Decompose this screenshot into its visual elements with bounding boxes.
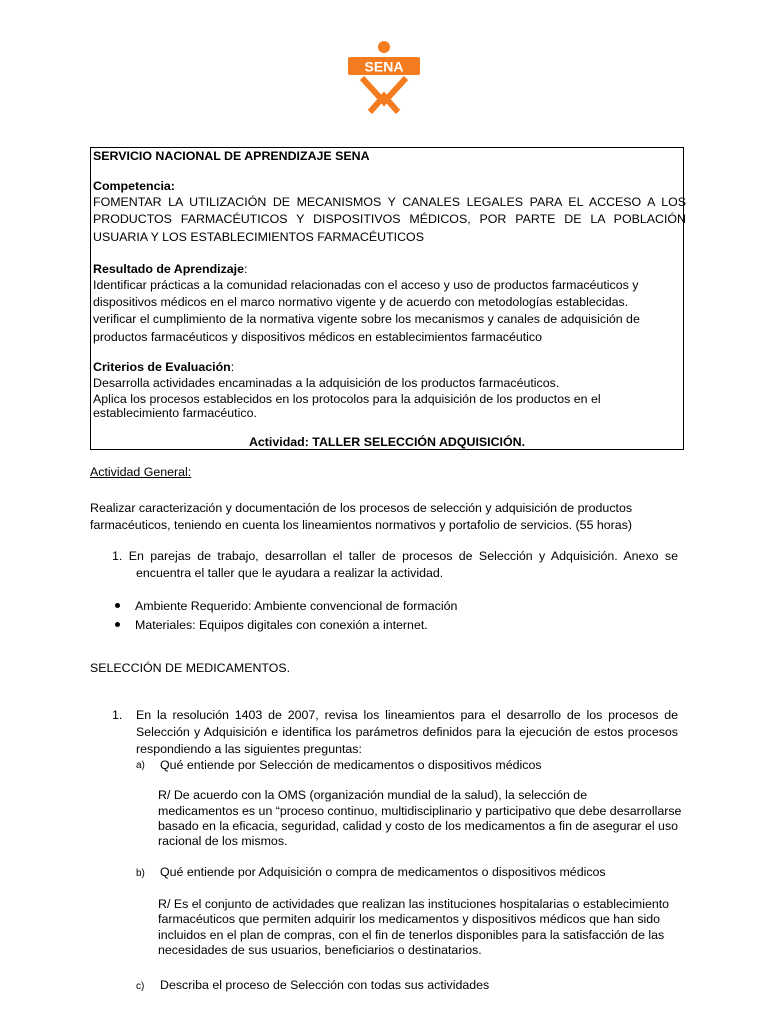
question-1-line: Selección y Adquisición e identifica los parámetros definidos para la ejecución de estos procesos	[136, 725, 678, 739]
answer-b-line: farmacéuticos que permiten adquirir los medicamentos y dispositivos médicos que han sido	[158, 912, 661, 926]
answer-a-line: basado en la eficacia, seguridad, calidad y costo de los medicamentos a fin de asegurar el uso	[158, 819, 679, 833]
sub-question-b: Qué entiende por Adquisición o compra de medicamentos o dispositivos médicos	[160, 865, 606, 879]
sena-logo	[346, 40, 422, 114]
bullet-icon	[115, 603, 120, 608]
answer-b-line: necesidades de sus usuarios, beneficiarios o destinatarios.	[158, 943, 482, 957]
criterios-line: Desarrolla actividades encaminadas a la adquisición de los productos farmacéuticos.	[93, 376, 560, 390]
answer-a-line: racional de los mismos.	[158, 834, 288, 848]
criterios-line: Aplica los procesos establecidos en los protocolos para la adquisición de los productos en el	[93, 392, 601, 406]
criterios-heading	[93, 359, 234, 375]
question-1-line: respondiendo a las siguientes preguntas:	[136, 742, 362, 756]
answer-b-line: R/ Es el conjunto de actividades que realizan las instituciones hospitalarias o establecimiento	[158, 897, 670, 911]
resultado-line: Identificar prácticas a la comunidad relacionadas con el acceso y uso de productos farmacéuticos y	[93, 278, 639, 292]
criterios-label: Criterios de Evaluación	[93, 360, 231, 374]
sub-question-c-label: c)	[136, 981, 145, 992]
question-1-line: En la resolución 1403 de 2007, revisa los lineamientos para el desarrollo de los procesos de	[136, 708, 678, 722]
sub-question-b-label: b)	[136, 868, 145, 879]
resultado-label: Resultado de Aprendizaje	[93, 262, 245, 276]
answer-b-line: incluidos en el plan de compras, con el fin de tenerlos disponibles para la satisfacción de las	[158, 928, 665, 942]
criterios-line: establecimiento farmacéutico.	[93, 406, 257, 420]
competencia-line: USUARIA Y LOS ESTABLECIMIENTOS FARMACÉUTICOS	[93, 230, 424, 244]
seleccion-heading: SELECCIÓN DE MEDICAMENTOS.	[90, 661, 291, 675]
resultado-heading	[93, 261, 247, 277]
actividad-item-1-line: 1. En parejas de trabajo, desarrollan el taller de procesos de Selección y Adquisición. Anexo se	[112, 549, 678, 563]
bullet-item: Ambiente Requerido: Ambiente convencional de formación	[135, 599, 458, 613]
bullet-icon	[115, 622, 120, 627]
answer-a-line: R/ De acuerdo con la OMS (organización mundial de la salud), la selección de	[158, 788, 588, 802]
competencia-label: Competencia:	[93, 179, 175, 193]
actividad-general-heading: Actividad General:	[90, 465, 192, 479]
sub-question-a: Qué entiende por Selección de medicamentos o dispositivos médicos	[160, 758, 542, 772]
institution-title: SERVICIO NACIONAL DE APRENDIZAJE SENA	[93, 149, 370, 163]
criterios-colon: :	[230, 360, 235, 374]
resultado-colon: :	[244, 262, 248, 276]
sub-question-a-label: a)	[136, 760, 145, 771]
actividad-general-line: farmacéuticos, teniendo en cuenta los lineamientos normativos y portafolio de servicios. (55 horas)	[90, 518, 633, 532]
resultado-line: verificar el cumplimiento de la normativa vigente sobre los mecanismos y canales de adquisición de	[93, 312, 640, 326]
competencia-line: PRODUCTOS FARMACÉUTICOS Y DISPOSITIVOS MÉDICOS, POR PARTE DE LA POBLACIÓN	[93, 212, 686, 226]
sub-question-c: Describa el proceso de Selección con todas sus actividades	[160, 978, 490, 992]
actividad-item-1-line: encuentra el taller que le ayudara a realizar la actividad.	[136, 566, 444, 580]
resultado-line: dispositivos médicos en el marco normativo vigente y de acuerdo con metodologías establecidas.	[93, 295, 629, 309]
bullet-item: Materiales: Equipos digitales con conexión a internet.	[135, 618, 428, 632]
resultado-line: productos farmacéuticos y dispositivos médicos en establecimientos farmacéutico	[93, 330, 543, 344]
question-1-number: 1.	[112, 708, 123, 722]
actividad-general-line: Realizar caracterización y documentación de los procesos de selección y adquisición de productos	[90, 501, 633, 515]
competencia-line: FOMENTAR LA UTILIZACIÓN DE MECANISMOS Y CANALES LEGALES PARA EL ACCESO A LOS	[93, 195, 686, 209]
logo-text: SENA	[364, 58, 404, 75]
answer-a-line: medicamentos es un “proceso continuo, multidisciplinario y participativo que debe desarrollarse	[158, 804, 682, 818]
actividad-title: Actividad: TALLER SELECCIÓN ADQUISICIÓN.	[248, 435, 526, 449]
